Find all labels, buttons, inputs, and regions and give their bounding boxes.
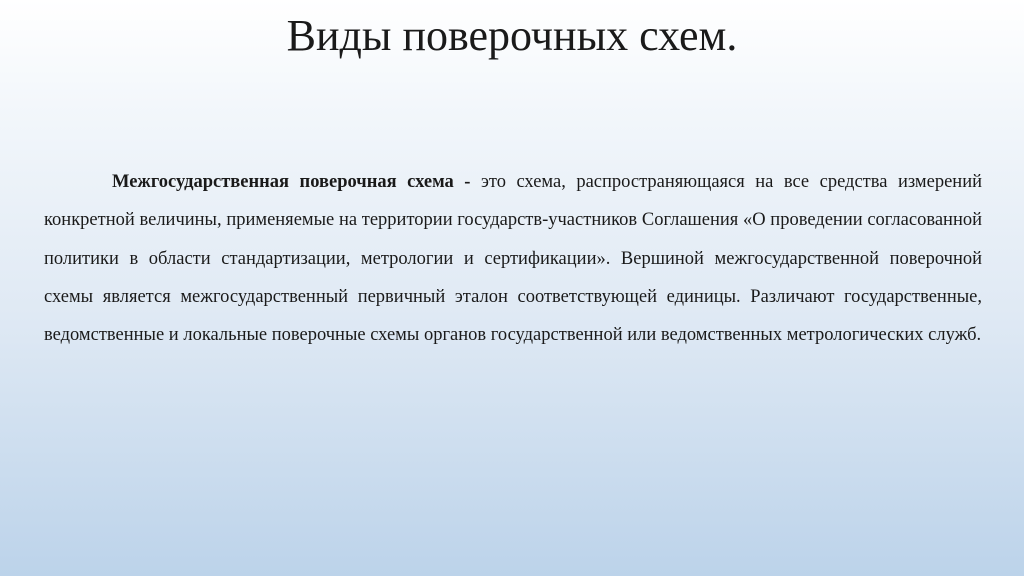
definition-text: это схема, распространяющаяся на все средства измерений конкретной величины, применяемые на территории государств-участников Соглашения «О проведении согласованной политики в области стандартизации, метрологии и сертификации». Вершиной межгосударственной поверочной схемы является межгосударственный первичный эталон соответствующей единицы. Различают государственные, ведомственные и локальные поверочные схемы органов государственной или ведомственных метрологических служб. — [44, 172, 982, 346]
definition-paragraph — [44, 163, 982, 354]
slide-title: Виды поверочных схем. — [286, 11, 738, 60]
defined-term: Межгосударственная поверочная схема - — [112, 172, 471, 192]
